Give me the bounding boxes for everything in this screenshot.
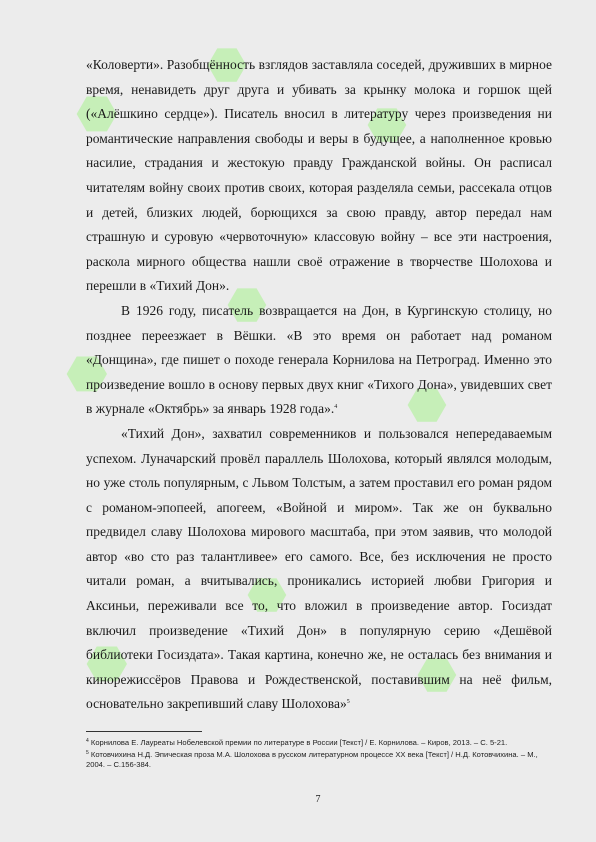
footnote-number: 5 [86, 749, 89, 756]
watermark-mark: ⬣ [61, 81, 132, 146]
footnote-ref-5[interactable]: 5 [346, 699, 350, 706]
watermark-mark: ⬣ [402, 643, 470, 706]
footnote-text: Котовчихина Н.Д. Эпическая проза М.А. Шолохова в русском литературном процессе XX века [Текст] / Н.Д. Котовчихина. – М., 2004. – С.156-384. [86, 749, 538, 770]
footnote-number: 4 [86, 738, 89, 744]
footnote-5 [86, 750, 556, 771]
paragraph-3 [86, 422, 552, 717]
footnotes [86, 738, 556, 772]
footnote-text: Корнилова Е. Лауреаты Нобелевской премии по литературе в России [Текст] / Е. Корнилова. – Киров, 2013. – С. 5-21. [88, 738, 508, 747]
watermark-mark: ⬣ [192, 33, 260, 96]
page-number: 7 [315, 794, 321, 805]
footnote-4 [86, 738, 556, 749]
main-text [86, 53, 552, 717]
paragraph-1 [86, 53, 552, 299]
paragraph-1-text: «Коловерти». Разобщённость взглядов заставляла соседей, друживших в мирное время, ненавидеть друг друга и убивать за крынку молока и горшок щей («Алёшкино сердце»). Писатель вносил в литературу через произведения ни романтические направления свободы и веры в будущее, а наполненное кровью насилие, страдания и жестокую правду Гражданской войны. Он расписал читателям войну своих против своих, которая разделяла семьи, рассекала отцов и детей, близких людей, борющихся за свою правду, автор передал нам страшную и суровую «червоточную» классовую войну – все эти настроения, раскола мирного общества нашли своё отражение в творчестве Шолохова и перешли в «Тихий Дон». [86, 57, 552, 294]
watermark-mark: ⬣ [392, 373, 460, 436]
footnote-divider [86, 731, 202, 732]
paragraph-2 [86, 299, 552, 422]
watermark-mark: ⬣ [51, 341, 122, 406]
paragraph-2-text: В 1926 году, писатель возвращается на Дон, в Кургинскую столицу, но позднее переезжает в Вёшки. «В это время он работает над романом «Донщина», где пишет о походе генерала Корнилова на Петроград. Именно это произведение вошло в основу первых двух книг «Тихого Дона», увидевших свет в журнале «Октябрь» за январь 1928 года». [86, 302, 552, 417]
paragraph-3-text: «Тихий Дон», захватил современников и пользовался непередаваемым успехом. Луначарский провёл параллель Шолохова, который являлся молодым, но уже столь популярным, с Львом Толстым, а затем проставил его роман рядом с романом-эпопеей, апогеем, «Войной и миром». Так же он буквально предвидел славу Шолохова мирового масштаба, при этом заявив, что молодой автор «во сто раз талантливее» его самого. Все, без исключения не просто читали роман, а вчитывались, проникались историей любви Григория и Аксиньи, переживали все то, что вложил в произведение автор. Госиздат включил произведение «Тихий Дон» в популярную серию «Дешёвой библиотеки Госиздата». Такая картина, конечно же, не осталась без внимания и кинорежиссёров Правова и Рождественской, поставившим на неё фильм, основательно закрепивший славу Шолохова» [86, 425, 552, 712]
watermark-mark: ⬣ [212, 273, 280, 336]
watermark-mark: ⬣ [352, 93, 420, 156]
watermark-mark: ⬣ [232, 563, 300, 626]
watermark-mark: ⬣ [71, 631, 142, 696]
footnote-ref-4[interactable]: 4 [334, 404, 338, 411]
